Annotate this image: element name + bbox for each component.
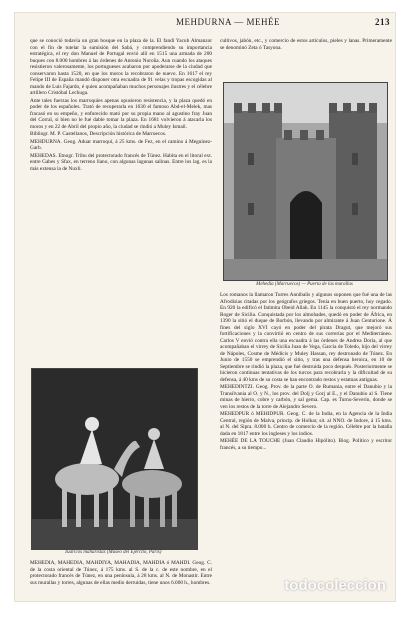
right-paragraph: MEHÉE DE LA TOUCHE (Juan Claudio Hipólito). Biog. Político y escritor francés, a su tiempo...: [220, 438, 392, 451]
fortress-gate-photo: [223, 82, 388, 281]
right-paragraph: MEHEDPUR ó MEHIDPUR. Geog. C. de la India, en la Agencia de la India Central, región de Malva, princip. de Holkar, sit. al NNO. de Indore, á 15 kms. al N. del Sipra. 8.000 h. Centro de comercio de la región. Célebre por la batalla dada en 1817 entre los ingleses y los indios.: [220, 411, 392, 437]
camel-riders-illustration: [32, 369, 197, 549]
left-column-bottom: [30, 560, 212, 587]
left-paragraph: Bibliogr. M. P. Castellanos, Descripción histórica de Marruecos.: [30, 131, 167, 137]
right-paragraph: cultivos, jabón, etc., y comercio de estos artículos, pieles y lanas. Primeramente se denominó Zeta ó Tasyona.: [220, 38, 392, 51]
left-column: [30, 38, 212, 173]
right-column: [220, 38, 392, 52]
page-number: 213: [375, 17, 390, 27]
left-paragraph: MEHEDIA, MAHEDIA, MAHDIYA, MAHADIA, MAHDIA ó MAHDI. Geog. C. de la costa oriental de Túnez, á 175 kms. al S. de la c. de este nombre, en el protectorado francés de Túnez, en una península, á 28 kms. al N. de Monastir. Entre sus murallas y torres, algunas de ellas medio derruidas, tiene unos 6.000 h., hombres.: [30, 560, 212, 586]
left-paragraph: MEHDURNA. Geog. Aduar marroquí, á 25 kms. de Fez, en el camino á Meguinez-Garb.: [30, 138, 212, 151]
left-paragraph: que se conoció todavía un gran bosque en la plaza de la. El fandi Yacub Almanzor con el fin de tutelar la sumisión del Sabá, y comprendiendo su importancia estratégica, el rey don Manuel de Portugal envió allí en 1515 una armada de 200 buques con 8.000 hombres á las órdenes de Antonio Noroña. Aun cuando los ataques resistieron valerosamente, los portugueses acabaron por apoderarse de la ciudad que conservaron hasta 1520, en que los moros la recobraron de nuevo. En 1617 el rey Felipe III de España mandó disponer otra escuadra de 91 velas y tropas escogidas al mando de Luis Fajardo, é quien acompañaban muchos personajes ilustres y el célebre artillero Cristóbal Lechuga.: [30, 38, 212, 96]
book-page: [14, 12, 396, 602]
watermark: todocoleccion: [284, 577, 386, 594]
running-title: MEHDURNA — MEHÉE: [176, 17, 280, 27]
left-paragraph: Ante tales fuerzas los marroquíes apenas opusieron resistencia, y la plaza quedó en poder de los españoles. Trató de recuperarla en 1630 el famoso Abd-el-Melek, mas fracasó en su empeño, y enfurecido mató por su propia mano al agustino fray Juan del Corral, si bien no le fué dable tomar la plaza. En 1681 volvieron á atacarla los moros y en 22 de Abril del propio año, la ciudad se rindió a Muley Ismail.: [30, 97, 212, 130]
camel-riders-photo: [31, 368, 198, 550]
left-paragraph: MEHEDAS. Etnogr. Tribu del protectorado francés de Túnez. Habita en el litoral ext. entre Gabes y Sfax, en terreno llano, con algunas lagunas salinas. Entre los lag. es la más extensa la de Nuxli.: [30, 152, 212, 172]
photo1-caption: Mehedía (Marruecos) — Puerta de las murallas: [256, 282, 353, 287]
right-paragraph: Los romanos la llamaron Turres Annibalis y algunos suponen que fué una de las Afrodisias citadas por los geógrafos griegos. Tenía en buen puerto, hoy cegado. En 920 la edificó el fatimita Obeid Allah. En 1145 la conquistó el rey normando Roger de Sicilia. Conquistada por los almohades, quedó en poder de África, en 1390 la sitió el duque de Borbón, llevando por almirante á Juan Centurione. Á fines del siglo XVI cayó en poder del pirata Dragut, que mejoró sus fortificaciones y la convirtió en centro de sus correrías por el Mediterráneo. Carlos V envió contra ella una escuadra á las órdenes de Andrea Doria, al que acompañaban el virrey de Sicilia Juan de Vega, García de Toledo, hijo del virrey de Nápoles, Cosme de Médicis y Muley Hassan, rey destronado de Túnez. En Junio de 1550 se emprendió el sitio, y tras una defensa heroica, en 10 de Septiembre se rindió la plaza, que fué destruida poco después. Posteriormente se hicieron continuas tentativas de los turcos para recobrarla y la dificultad de su defensa, á 40 kms de su costa se han encontrado restos y estatuas antiguas.: [220, 292, 392, 383]
fortress-gate-illustration: [224, 83, 387, 280]
page-header: [14, 16, 396, 30]
right-column-lower: [220, 292, 392, 452]
right-paragraph: MEHEDINTZI. Geog. Prov. de la parte O. de Rumania, entre el Danubio y la Transilvania al O. y N., los prov. del Dolj y Gorj al E., y el Danubio al S. Tiene minas de hierro, cobre y carbón, y sal gema. Cap. es Turnu-Severín, donde se ven los restos de la torre de Alejandro Severo.: [220, 384, 392, 410]
photo2-caption: Tuaricos maharistas (Museo del Ejército, París): [64, 550, 162, 555]
